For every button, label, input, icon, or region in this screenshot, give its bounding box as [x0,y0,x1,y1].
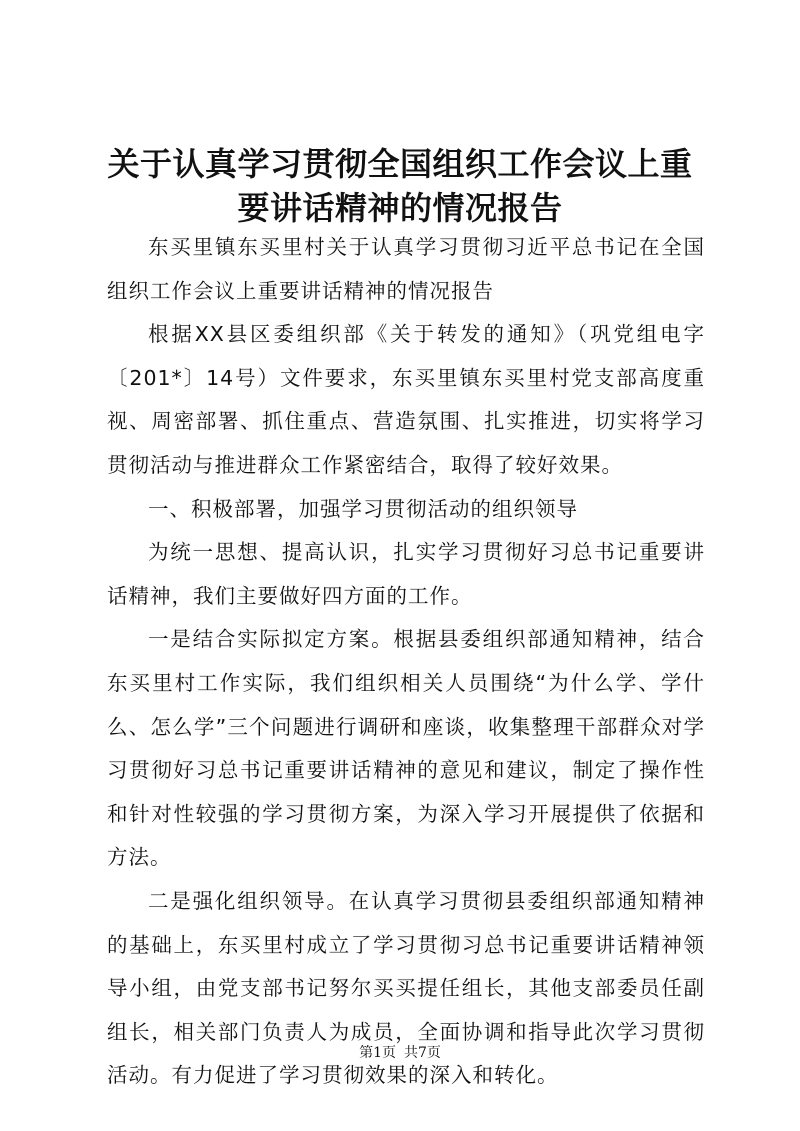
page-number: 第1页 [359,1045,396,1061]
paragraph-intro: 根据XX县区委组织部《关于转发的通知》（巩党组电字〔201*〕14号）文件要求，东买里镇东买里村党支部高度重视、周密部署、抓住重点、营造氛围、扎实推进，切实将学习贯彻活动与推进群众工作紧密结合，取得了较好效果。 [107,322,705,477]
paragraph-point-one: 一是结合实际拟定方案。根据县委组织部通知精神，结合东买里村工作实际，我们组织相关人员围绕“为什么学、学什么、怎么学”三个问题进行调研和座谈，收集整理干部群众对学习贯彻好习总书记重要讲话精神的意见和建议，制定了操作性和针对性较强的学习贯彻方案，为深入学习开展提供了依据和方法。 [107,627,705,870]
page-footer [0,1043,800,1063]
paragraph-point-two: 二是强化组织领导。在认真学习贯彻县委组织部通知精神的基础上，东买里村成立了学习贯彻习总书记重要讲话精神领导小组，由党支部书记努尔买买提任组长，其他支部委员任副组长，相关部门负责人为成员，全面协调和指导此次学习贯彻活动。有力促进了学习贯彻效果的深入和转化。 [107,888,705,1088]
document-title: 关于认真学习贯彻全国组织工作会议上重要讲话精神的情况报告 [107,145,693,227]
page-total: 共7页 [404,1045,441,1061]
paragraph-subtitle: 东买里镇东买里村关于认真学习贯彻习近平总书记在全国组织工作会议上重要讲话精神的情况报告 [107,235,705,303]
paragraph-overview: 为统一思想、提高认识，扎实学习贯彻好习总书记重要讲话精神，我们主要做好四方面的工作。 [107,540,705,608]
section-heading: 一、积极部署，加强学习贯彻活动的组织领导 [148,496,578,521]
document-body [107,226,705,1098]
